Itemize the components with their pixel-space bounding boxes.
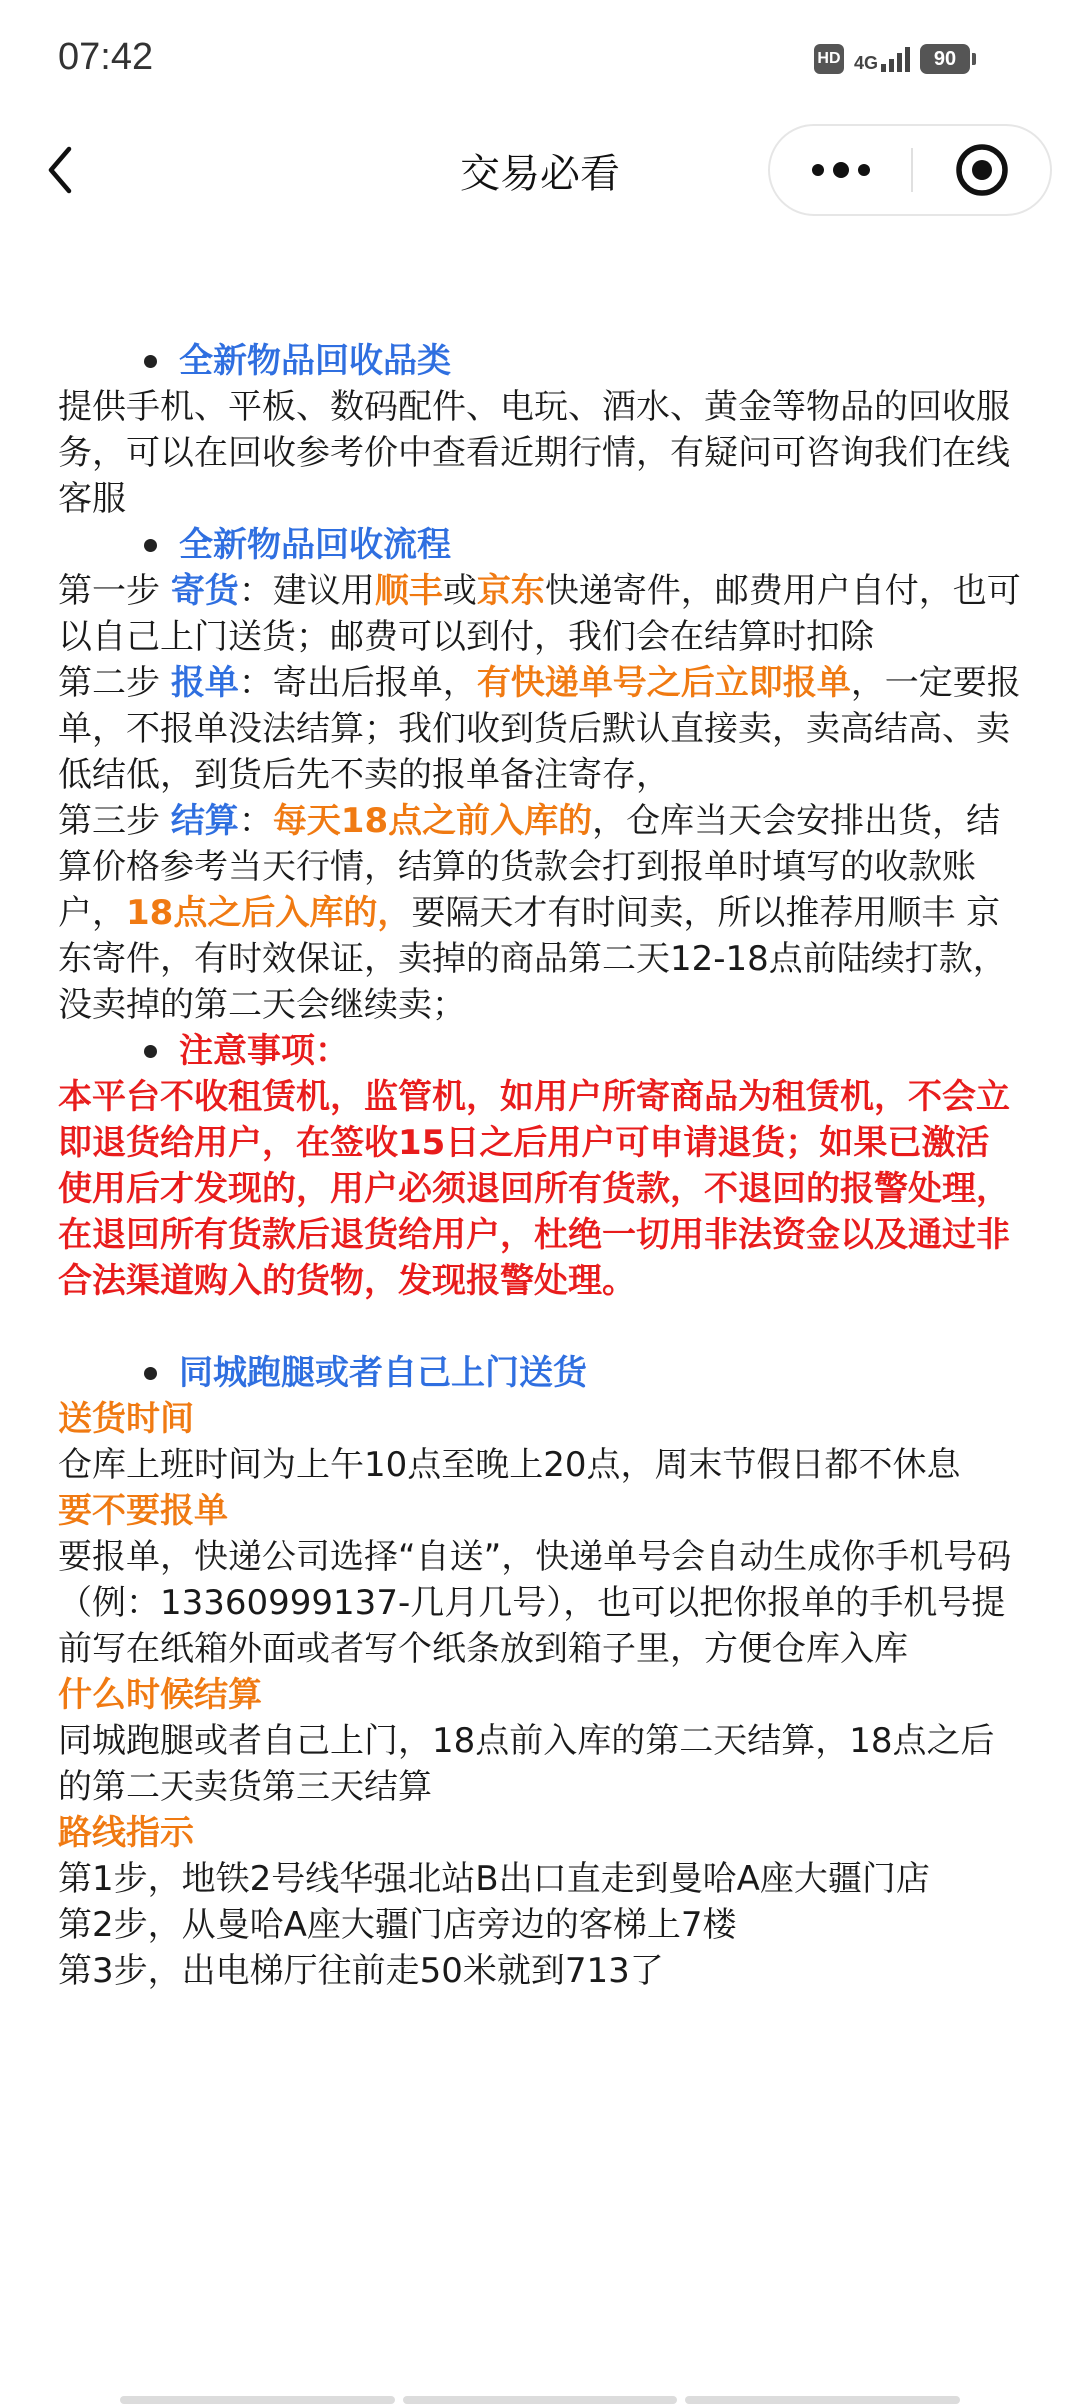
- status-bar: [0, 0, 1080, 110]
- bullet-icon: [144, 1367, 157, 1380]
- hd-icon: HD: [814, 44, 844, 74]
- signal-bars: [881, 46, 910, 72]
- step-number: 第一步: [58, 571, 171, 611]
- route-step-3: 第3步，出电梯厅往前走50米就到713了: [58, 1951, 664, 1991]
- step-label: 报单: [170, 663, 239, 703]
- step-text: ：建议用: [238, 571, 375, 611]
- step-label: 寄货: [170, 571, 239, 611]
- target-icon: [954, 142, 1010, 198]
- section-heading-category: [58, 338, 1022, 384]
- bullet-icon: [144, 355, 157, 368]
- flow-step-2: [58, 660, 1022, 798]
- spacer: [58, 1304, 1022, 1350]
- step-text: ：: [238, 801, 273, 841]
- step-number: 第三步: [58, 801, 171, 841]
- report-title: 要不要报单: [58, 1491, 228, 1531]
- route-step-1: 第1步，地铁2号线华强北站B出口直走到曼哈A座大疆门店: [58, 1859, 930, 1899]
- bullet-icon: [144, 1045, 157, 1058]
- step-text: 快递寄件，邮费用户自付，也可以自己上门送货；邮费可以到付，我们会在结算时扣除: [58, 571, 1021, 657]
- status-time: 07:42: [58, 36, 154, 78]
- bottom-scroll-indicator: [120, 2396, 960, 2404]
- report-body: 要报单，快递公司选择“自送”，快递单号会自动生成你手机号码（例：13360999137-几月几号），也可以把你报单的手机号提前写在纸箱外面或者写个纸条放到箱子里，方便仓库入库: [58, 1537, 1012, 1669]
- section-heading-flow: [58, 522, 1022, 568]
- nav-bar: [0, 110, 1080, 230]
- settle-body: 同城跑腿或者自己上门，18点前入库的第二天结算，18点之后的第二天卖货第三天结算: [58, 1721, 995, 1807]
- step-label: 结算: [170, 801, 239, 841]
- network-type: 4G: [853, 53, 878, 73]
- highlight-sf: 顺丰: [374, 571, 443, 611]
- mini-program-capsule: [768, 124, 1052, 216]
- battery-icon: [920, 44, 970, 74]
- bullet-icon: [144, 539, 157, 552]
- settle-title: 什么时候结算: [58, 1675, 262, 1715]
- step-text: 或: [442, 571, 477, 611]
- battery-level: 90: [933, 47, 957, 70]
- section-heading-notice: [58, 1028, 1022, 1074]
- highlight-text: 每天18点之前入库的: [272, 801, 593, 841]
- article-content: [58, 338, 1022, 1994]
- delivery-time-title: 送货时间: [58, 1399, 194, 1439]
- flow-step-3: [58, 798, 1022, 1028]
- highlight-jd: 京东: [476, 571, 545, 611]
- step-number: 第二步: [58, 663, 171, 703]
- route-title: 路线指示: [58, 1813, 194, 1853]
- close-mini-program-button[interactable]: [913, 126, 1050, 214]
- step-text: ，一定要报单，不报单没法结算；我们收到货后默认直接卖，卖高结高、卖低结低，到货后先不卖的报单备注寄存，: [58, 663, 1021, 795]
- step-text: ：寄出后报单，: [238, 663, 477, 703]
- notice-body: 本平台不收租赁机，监管机，如用户所寄商品为租赁机，不会立即退货给用户，在签收15日之后用户可申请退货；如果已激活使用后才发现的，用户必须退回所有货款，不退回的报警处理，在退回所有货款后退货给用户，杜绝一切用非法资金以及通过非合法渠道购入的货物，发现报警处理。: [58, 1077, 1010, 1301]
- signal-icon: [854, 46, 910, 72]
- heading-text: 全新物品回收品类: [179, 341, 451, 381]
- status-icons: [814, 44, 970, 74]
- more-button[interactable]: [770, 126, 911, 214]
- page-title: 交易必看: [460, 151, 620, 197]
- flow-step-1: [58, 568, 1022, 660]
- highlight-text: 有快递单号之后立即报单: [476, 663, 851, 703]
- heading-text: 同城跑腿或者自己上门送货: [179, 1353, 587, 1393]
- route-step-2: 第2步，从曼哈A座大疆门店旁边的客梯上7楼: [58, 1905, 737, 1945]
- category-body: 提供手机、平板、数码配件、电玩、酒水、黄金等物品的回收服务，可以在回收参考价中查看近期行情，有疑问可咨询我们在线客服: [58, 387, 1010, 519]
- step-text: 要隔天才有时间卖，所以推荐用顺丰 京东寄件，有时效保证，卖掉的商品第二天12-18点前陆续打款，没卖掉的第二天会继续卖；: [58, 893, 1007, 1025]
- delivery-time-body: 仓库上班时间为上午10点至晚上20点，周末节假日都不休息: [58, 1445, 961, 1485]
- more-dots-icon: [810, 162, 872, 178]
- highlight-text: 18点之后入库的，: [126, 893, 412, 933]
- step-text: ，仓库当天会安排出货，结算价格参考当天行情，结算的货款会打到报单时填写的收款账户，: [58, 801, 1001, 933]
- heading-text: 全新物品回收流程: [179, 525, 451, 565]
- section-heading-local: [58, 1350, 1022, 1396]
- heading-text: 注意事项：: [179, 1031, 349, 1071]
